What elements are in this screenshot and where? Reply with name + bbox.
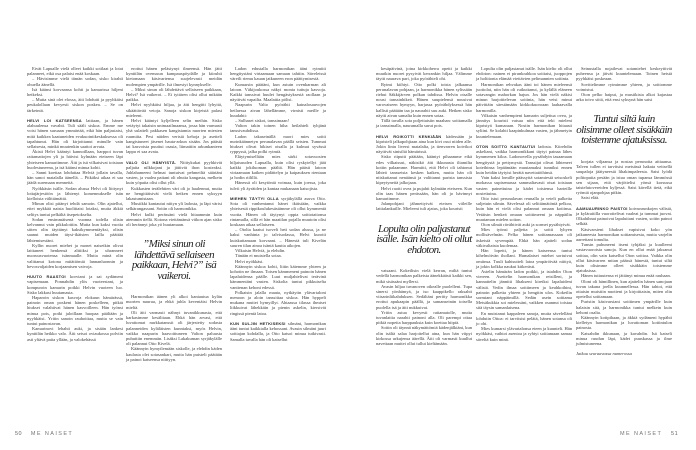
text-column-3 xyxy=(230,66,326,342)
text-column-5 xyxy=(476,66,572,342)
continued-note: Jatkuu seuraavassa numerossa xyxy=(576,351,632,357)
paragraph xyxy=(27,87,123,97)
paragraph xyxy=(27,201,123,217)
paragraph xyxy=(576,331,672,347)
paragraph xyxy=(576,315,672,331)
paragraph xyxy=(576,279,672,300)
paragraph-text: Ladon edustalla harmonikan ääni rytmitti hengitystäni virtaamaan samaan tahtiin. Säveleissä väreili riemu kauan jatkuneen eron päättymisestä. xyxy=(230,66,326,82)
paragraph xyxy=(476,175,572,196)
paragraph xyxy=(576,82,672,92)
paragraph-text: – Sulhaset siskot, tanssimaan! xyxy=(235,118,289,124)
paragraph xyxy=(27,118,123,149)
paragraph xyxy=(27,186,123,202)
paragraph xyxy=(376,82,472,118)
paragraph-text: Helvi nyökkäsi. xyxy=(235,258,264,264)
paragraph-text: Äkisti Helvi kääntyi kannoillaan, harppoi tuvan raitamattojen yli ja häivisi kylmään eteiseen läpi yhteiseen kamariimme. Äiti ja isä vilkaisivat toisiaan huolestuneena, ja isä käänsi minua kohti. xyxy=(27,149,123,170)
pull-quote: Lopulta olin paljastanut isälle. Isän kielto oli ollut ehdoton. xyxy=(376,222,472,256)
pull-quote: ”Miksi sinun oli lähdettävä sellaiseen paikkaan, Helvi?” isä vaikeroi. xyxy=(131,238,217,282)
paragraph xyxy=(126,87,222,103)
paragraph-text: Hän lopetti, ja hänen katseensa tuntui kihelmöivän ihollani. Humalaiset miehet sortuivat omiinsa. Tuuli kahisutteli latoa ympäröivää niittyä, ja jokin kolkka naukui kitkerästi. xyxy=(476,248,572,269)
paragraph-text: Haparoin siskon kasvoja elokuun hämärässä, painoin oman poskeni hänen poskelleen, pitkät hiukset valahtivat hänen kasvoilleen. Hän työnsi minua pois, potki jaloillaan huopaa päältään ja nyyhkäisi. Yritin sanoin rauhoittaa, mutta se vain tuntui painostavan. xyxy=(27,294,123,326)
pull-quote: Tuntui siltä kuin olisimme olleet sisäkkäin toistemme ajatuksissa. xyxy=(576,113,672,147)
paragraph-text: Isä käänsi korvaansa kohti ja kamarissa hiljeni hetkeksi. xyxy=(27,86,123,98)
paragraph xyxy=(230,154,326,180)
paragraph-text: Mies kumarsi ylävartalonsa eteen ja kuunteli. Hän nyökkäsi, vaihtoi asentoa ja ryhtyi soittamaan samaa säveltä kuin minä. xyxy=(476,326,572,342)
paragraph xyxy=(126,212,222,228)
paragraph-text: Vilkaisin Helviä, ja elehdin. xyxy=(235,248,286,254)
paragraph-text: – Miksi sinun oli lähdettävä sellaiseen paikkaan, Helvi? Isä vaikeroi. – Ei tyttären olisi ollut mikään paikka. xyxy=(126,86,222,103)
paragraph xyxy=(376,154,472,185)
paragraph-text: Mies työnsi paljetta ja soitti lyhyen mollisävelmän. Pelko hänen soittamassaan oli äskeistä syvempää. Ehkä hän ajatteli sodan väkivaltaista kuolemaa. xyxy=(476,227,572,248)
paragraph-text: Naapurin Valto pyörähti kainalosauvojen heilaessa aivan lähellämme, virnisti meille ja huudahti: xyxy=(230,102,326,118)
paragraph-text: korviani ja sai sydämeni vapisemaan. Ponnahdin ylös vuoteestani, ja kompuroin kamarin poikki Helvin vuoteen luo. Sisko lakkasi huutamasta. xyxy=(27,274,123,295)
paragraph-text: koivunrunkojen välistä, ja kyläraitilla vuorottelivat vaaleat ja tummat juovat. Olkahihnat painoivat lapaluitani vasten, soitin painoi selkää. xyxy=(576,205,672,227)
section-lead-in: HELVI LOI KATSEENSA xyxy=(27,118,82,124)
paragraph-text: lattiaan, ja hänen alahuulensa vavahti. Tuli sääli siskoa. Emme me voisi hänen suruaan ymmärtää, eikä hän paljastaisi, mitä kaikkea kaatuneiden evakuointikeskuksessa oli tapahtunut. Hän oli kirjoittanut minulle vain sellaisesta, minkä muutenkin saattoi arvata. xyxy=(27,118,123,150)
paragraph-text: Ladon takaseinällä nuori mies soitti nurinkäännetyn perunalavan päällä seisten. Tummat hiukset olivat hikiset otsalla ja kulmat syvässä ryppyssä, jalka polki rytmiä. xyxy=(230,133,326,155)
paragraph-text: Helvi kääntyi kyljelleen selin meihin. Sisko vetäytyi takaisin unimaailmaansa, jossa hän varmasti yhä sulatteli pakkasen kangistamia nuorten miesten ruumiita. Pesi näiden verisiä kehoja ja asetteli kangistuneet jäsenet hauta-arkun sisään. Jos päästä tai kasvoista puuttui osasia, liimattiin arkunkanteen lappu ei saa avata. xyxy=(126,118,222,155)
paragraph xyxy=(126,118,222,154)
paragraph xyxy=(230,227,326,248)
paragraph xyxy=(230,290,326,316)
paragraph xyxy=(126,102,222,118)
paragraph-text: Lopulta olin paljastanut isälle. Isän kielto oli ollut ehdoton: nainen ei pirunkrahkoa soittaisi, juoppojen ja holtitonta elämää viettävien pelimannien soitinta. xyxy=(476,66,572,82)
magazine-name-left: ME NAISET xyxy=(30,431,74,437)
paragraph-text: Soitin oli täynnä näkymättömiä kädenjälkiäni, kun olin isältä salaa harjoitellut aina, kun hän viipyi kirkossa urkujensa äärellä. Äiti oli varmasti kuullut navettaan muttei ollut tullut kieltämään. xyxy=(376,325,472,347)
paragraph xyxy=(476,227,572,248)
paragraph xyxy=(230,264,326,290)
paragraph-text: – Mutta sinä olet elossa, äiti lohdutti ja pyyhkäisi peukalollaan kevyesti siskon poskea. – Se on tärkeintä. xyxy=(27,97,123,113)
paragraph-text: Puristin käsivarsiani soittimen ympärille kuin halaisin sitä, ja harmonikka tuntui melkein kuin kehoni osalta. xyxy=(576,299,672,315)
paragraph-text: vatsaani. Kokeilisin vielä kerran, miltä tuntui vedellä harmonikan palkeista äänekkäästi kaikki sen, mikä sisässäni myllersi. xyxy=(376,268,472,284)
paragraph-text: Yritin astua kevyesti raitamatolle, mutta tuvanlattia narahti painoni alla. Oli parempi ottaa pitkiä nopeita harppauksia kuin koettaa hiipiä. xyxy=(376,309,472,326)
paragraph-text: Sovittelimme rytmimme yhteen, ja soittomme voimistui. xyxy=(576,81,672,92)
paragraph-text: Oli äiti varmasti nähnyt tuvanikkunasta, että karkasimme kesälitaan. Ehkä hän arvasi, että luvattomat nurkkatanssit oli järjestetty sodasta palanneiden kyläläisten kunniaksi, myös Helvin, vaikka naapurin haavoittuneen Valton paluusta puhuttiin enemmän. Lisäksi Lakakuman syrjäkylälle oli palannut Otto Kivelä. xyxy=(126,309,222,347)
paragraph-text: Saisi elää. xyxy=(581,195,600,201)
paragraph-text: Jalanpohjani jähmettyivät eteisen viileille lattialankuille. Mieleeni tuli ajatus, joka kouristi xyxy=(376,201,472,212)
paragraph-text: Vilkaisin vanhempieni kamarin suljettua ovea, ja jännitys kouristi vatsaa niin että teki mieleni kipristyä kumaraan. Nostin harmonikan hitaasti syliini. Se kolahti kaapinkulmaa vasten, ja jähmetyin kuuntelemaan. xyxy=(476,112,572,139)
paragraph-text: Helvi nyyhkäisi hiljaa, ja äiti hengitti lyhyitä, sikäättävää vetoja. Sanoja siskon kirjeistä palasi mieleeni. xyxy=(126,102,222,118)
section-lead-in: MIEHEN TÄYTYI OLLA xyxy=(230,196,279,202)
paragraph xyxy=(576,195,672,200)
paragraph xyxy=(126,201,222,211)
paragraph-text: Kukkasten terälehtien väri oli jo haalennut, mutta ne hengittäisivät vielä hetken ennen syksyyn lakastumistaan. xyxy=(126,185,222,202)
paragraph xyxy=(576,92,672,102)
paragraph xyxy=(27,170,123,186)
paragraph-text: Seinustalla nojailevat sotamiehet keskeyttivät puheensa ja jäivät kuuntelemaan. Toinen heistä pyyhkäisi poskeaan. xyxy=(576,66,672,82)
paragraph-text: Astelin hämärän ladon poikki, ja istahdin Oton viereen. Asettelin harmonikan reisilleni, ja kannattelin jännitti lihakseni kireiksi lapaluideni välistä. Vedin ilmaa soittimeen ja keuhkoihini, painoin palketta yhteen ja hengitin ulos. Kokeilin sormiani näppäimillä. Sedän usein soittama Metsäkukkia soi mielessäni, vaikken osannut toistaa sitä täysin samanlaisena. xyxy=(476,268,572,311)
paragraph xyxy=(376,310,472,326)
folio-left xyxy=(15,431,73,438)
paragraph xyxy=(230,196,326,227)
paragraph-text: Käännyin siskoa kohti, liitin kätemme yhteen ja kohotin ne ilmaan. Toisen kämmeneni painoin hänen lapaluidensa päälle. Luut muljahtelivat terävinä kämmentäni vasten. Siskolta tuntui pikkuiselta vanttenan kehoni edessä. xyxy=(230,263,326,290)
paragraph-text: Katsahdin ikkunaan, ja kavahdin. Isä katseli minua ruudun läpi, kädet puuskassa ja ilme julmistuneena. xyxy=(576,330,672,347)
paragraph xyxy=(126,346,222,362)
paragraph-text: Käsivarsieni lihakset vapisivat koko yön jatkuneesta harmonikan soittamisesta, mutta varjelin aarrettani tomulta. xyxy=(576,226,672,242)
paragraph xyxy=(27,243,123,269)
paragraph xyxy=(376,66,472,82)
paragraph xyxy=(576,206,672,227)
paragraph xyxy=(126,294,222,310)
paragraph-text: syrjäkylällä asuva Otto. Sota oli vanhentanut hänet ikäisiään, vaikka yhteisestä rippikoulukesästämme oli ollut kymmentä vuotta. Hänen oli täytynyt oppia soittotaitonsa rintamalla, sillä ei hän maatilan pojalla muutoin olisi koskaan aikaa sellaiseen. xyxy=(230,196,326,228)
paragraph-text: Eläytymisellään mies särki sotavuosien hiljaisuuden Lapualla, kuin olisi ryskytellyt jäät kaikki jokiluoman päältä. Hän päästi latoon virtaamaan kaiken pidättelyn ja kaipauksen rientaan ja hodin riilillä. xyxy=(230,154,326,181)
paragraph-text: Käännyin hymyilemään siskolle, ja elehdin käden kaulasta olet sotasankari, mutta hän puisteli päätään ja painoi katseensa niittyyn. xyxy=(126,346,222,362)
paragraph-text: ladosta. Kiirehdin askeliani, vaikka harmonikkani täytyi painaa lähes kymmenen kiloa. Ladonovella pysähdyin tasaamaan hengitystä ja pettymystä. Tanssijat olivat lähteneet koteihinsa lepäämään muutamaksi tunniksi ennen kuin heidän täytyisi herätä navettatöihinsä. xyxy=(476,144,572,176)
paragraph-text: Avasin hiljaa tuvanoven oikealle puolelleni. Tupa sinersi yönhämyä, ja iso kaappikello raksahti viisarinliikahduksen. Sedältäni peritty harmonikka erottui apukaapin päällä, ja samanseinän toisella puolella isä ja äiti nukkuivat. xyxy=(376,283,472,310)
paragraph xyxy=(476,66,572,82)
paragraph-text: Oloni oli hämillinen, kun ajattelin hänen sanojaan tuvan takana joella kuunnellessa. Hän tahtoi, että ottaisin muistiin nuotteni ja kirjoittaisin, miten olin opetellut soittamaan. xyxy=(576,278,672,300)
paragraph-text: Musiikki kantautui niityn yli ladosta, ja läpi värisi selkärangassani. Soitin oli harmonikka. xyxy=(126,201,222,212)
paragraph-text: Kamarinovi lehahti auki, ja sisään lankesi kynttilän heikko valo. Äiti seisoi oviaukossa polviin asti yltävä paita yllään, ja valokehässä xyxy=(27,326,123,342)
section-lead-in: HELVI ROIKOTTI KENKIÄÄN xyxy=(376,133,442,139)
paragraph xyxy=(476,144,572,175)
paragraph xyxy=(476,269,572,311)
paragraph xyxy=(376,118,472,128)
paragraph-text: En muistanut kappaleen sanoja, mutta sävelelläni lohdutin Ottoa: ei tarvitsisi pelätä, hänen sotansa oli jo ohi. xyxy=(476,310,572,326)
paragraph xyxy=(27,295,123,326)
paragraph xyxy=(126,310,222,346)
paragraph-text: Harmonikan rehvakas ääni toi hänen mieleensä juottolat, niin hän oli ruikuttanut, ja kylällä eläneen sotavangin mahorkan hajun. Jos hän vielä näkisi minun harjoittelevan soitinta, hän veisi minut päivittäin säestämään kirkkokuoroaan laahaavalla harmonilla. xyxy=(476,81,572,113)
paragraph xyxy=(126,66,222,87)
paragraph-text: Eivät Lapualle vielä olleet kaikki sotilaat ja lotat palanneet, eikä osa palaisi enää koskaan. xyxy=(27,66,123,77)
paragraph xyxy=(27,97,123,113)
paragraph-text: Otto istui perunalavan reunalla ja veteli palkeita suljetuin silmin. Sävelessä oli selittämätöntä pelkoa, kuin hän ei vielä olisi palannut omaan kotiinsa. Vetäisin henkeä omaan soittimeeni ja näppäilin muutaman mielen soiton. xyxy=(476,196,572,222)
paragraph-text: Kumarsin päätäni, kun astuin ovenkarman ali latoon. Väkijoukossa näkyi monia tuttuja kasvoja. Kaikki tanssivat huulet hengästyksestä raollaan ja näyttivät vapailta. Maalattia pölisi. xyxy=(230,81,326,103)
paragraph-text: Tunsin puhuneeni itseni tyhjäksi ja kuulleeni vastavuoroisia sanoja. Kun en ollut enää jaksanut soittaa, olin vain katsellut Oton soittoa. Vaikka olin ollut käsivarren mitan päässä hänestä, tuntui siltä kuin olisimme olleet sisäkkäin toistemme ajatuksissa. xyxy=(576,242,672,274)
paragraph xyxy=(376,134,472,155)
paragraph-text: erottui hänen pelästynyt ilmeensä. Hän jätti kynttilän ovensuun kampauspöydälle ja kiiruhti kietomaan käsivartensa suojelevasti meidän molempien ympärille. Isä ilmestyi kynnykselle. xyxy=(126,66,222,87)
text-column-6 xyxy=(576,66,672,356)
paragraph-text: Rytmi kiihtyi. Otto polki toista jalkaansa perunalavan pohjaan, ja harmonikka hänen sylissään riehui Säkkijärven polkan tahdissa. Helvin otsalle nousi tanssinhikeä. Hänen suupielensä nousivat varovaiseen hymyyn, harjassa pyörähdyksessä hän kallisti päätään taa ja naurahti suu auki. Hetken sisko näytti aivan samalta kuin ennen sotaa. xyxy=(376,81,472,118)
paragraph-text: korjata viljaansa ja nostaa perunoita aittaansa. Talven tullen ei tarvitsisi metsässä hakata veitsellä suupaloja jäätyneestä lihakimpaleesta. Saisi lyödä polttopuita pesään ja istua oman tupansa lämmössä sen sijaan, että värjöttelisi yönsä korsussa taistelutovereiden kyljessä. Saisi kävellä tietä, eikä ryömiä ojanpohjaa pitkin. xyxy=(576,158,672,196)
paragraph-text: Hänen tuttuutensa ei jättänyt minua enää rauhaan. xyxy=(581,273,671,279)
paragraph-text: Kyllin nuoret miehet ja monet naisetkin olivat laittaneet henkensä alttiiksi ja uhranneet nuoruusvuotensa isänmaalle. Mutta minä olin valittanut kotona mitättömiä lannanluonnin ja hevosvaljaiden korjaamisen vaivoja. xyxy=(27,242,123,269)
paragraph-text: Tällä tavalla sota poljettaisiin maahan: soittamalla ja tanssimalla, nauramalla surut pois. xyxy=(376,118,472,129)
paragraph-text: Niittykukat pyyhkivät paljaita nilkkojani ja jättivät ihon kosteaksi. Juhlahameeni helmat tuntuivat pehmeiltä sääriäni vasten, ja vaalea paitani oli ohutta kangasta, melkein kuin yöpaita olisi ollut yllä. xyxy=(126,159,222,186)
paragraph xyxy=(27,274,123,295)
paragraph-text: Helvi raotti ovea ja pujahti kylmään eteiseen. Kun olin taas hänen perässään, hän oli jo hävinnyt kamariimme. xyxy=(376,185,472,202)
paragraph xyxy=(126,160,222,186)
paragraph xyxy=(476,311,572,327)
paragraph-text: Hänessä oli kesytöntä voimaa, kuin joessa, joka tulvii yli äyräiden ja kantaa mukanaan katsojista. xyxy=(230,180,326,191)
paragraph-text: Valton takin toinen hiha heilahteli tyhjänä tanssivauhdissa. xyxy=(230,123,326,134)
paragraph-text: Minun olisi pitänyt tehdä samoin. Olin ajatellut, ettei mykkää naista huolittaisi lotaksi, mutta äkkiä selitys tuntui pelkältä itsepetokselta. xyxy=(27,201,123,217)
paragraph-text: Sodan ensimmäisenä vuonna todella olisin kelvannut vain pikkulottiin. Mutta kun kaksi vuotta sitten olin täyttänyt kaksikymmentäyksi, olisin saanut muiden täysi-ikäisten lailla päättää lähtemisestäni. xyxy=(27,216,123,243)
paragraph-text: Harmonikan äänen yli alkoi kantautua kylän nuorten naurua, ja ehkä juhla keventäisi Helvin mieltä. xyxy=(126,294,222,310)
folio-right xyxy=(620,431,678,438)
paragraph xyxy=(230,134,326,155)
paragraph-text: kädessään ja kipristeli jalkapohjiaan aina kun kivi osui niiden alle. Jokin lintu liversi matalalta, ja tienvarren koivikot näyttivät sinisiltä hämärissä. xyxy=(376,133,472,155)
paragraph xyxy=(576,159,672,195)
paragraph xyxy=(576,66,672,82)
paragraph xyxy=(230,66,326,82)
paragraph-text: silmäni, harmonikan ääni tuntui kaikkialla kehossani. Avasin silmäni juuri soittajan kohdalla, ja Otto katsoi minua tutkivasti. Samalla tavalla hän oli katsellut xyxy=(230,320,326,342)
page-number-left: 50 xyxy=(15,431,23,437)
text-column-4 xyxy=(376,66,472,346)
paragraph xyxy=(376,325,472,346)
page-number-right: 51 xyxy=(671,431,679,437)
paragraph xyxy=(27,326,123,342)
paragraph xyxy=(476,196,572,222)
paragraph-text: kesäpäivinä, joina kirkkoherra opetti ja kaikki muutkin nuoret pysyivät kerrankin hiljaa. Välimme täytti naurava pari, joka pyörähteli ohi. xyxy=(376,66,472,82)
magazine-name-right: ME NAISET xyxy=(620,431,663,437)
paragraph-text: Polkaisin jalalla maata, nytkäytin ylävartaloni menoon ja aloin tanssittaa siskoa. Hän hyppeli mukana muttei hymyillyt. Ahtaassa tilassa ihmiset liikkuivat lähekkäin ja pienin askelin, kiersivät ringissä pientä latoa. xyxy=(230,289,326,316)
section-lead-in: HUUTO RAASTOI xyxy=(27,274,66,280)
paragraph xyxy=(376,201,472,211)
paragraph-text: Käännyin kotipihaan, ja äkkiä sydämeni hypähti kielletyn harmonikan ja luvattoman kotiintulon painosta. xyxy=(576,315,672,331)
paragraph xyxy=(576,299,672,315)
section-lead-in: VALO OLI HÄMYISTÄ. xyxy=(126,159,177,165)
paragraph-text: Oton silmät rävähtivät auki ja sormet pysähtyivät. xyxy=(481,222,571,228)
paragraph xyxy=(230,123,326,133)
paragraph xyxy=(376,186,472,202)
paragraph-text: Oton pelko haipui, ja musiikista alkoi kajastaa arka toivo siitä, että ensi syksynä hän saisi xyxy=(576,92,672,103)
paragraph-text: – Sanni koettaa lohduttaa Helviä jollain tavalla, hän sanoi matalalla äänellä. – Pitkäksi aikaa ei saa jäädä suremaan menneitä. xyxy=(27,170,123,186)
paragraph xyxy=(476,113,572,139)
text-column-2 xyxy=(126,66,222,362)
paragraph xyxy=(376,268,472,284)
paragraph-text: Nyökkäsin isälle. Sodan alussa Helvi oli liittynyt lottajärjestöön ja lähtenyt komennukselle isän kielloista välittämättä. xyxy=(27,185,123,202)
paragraph xyxy=(27,217,123,243)
paragraph xyxy=(230,180,326,190)
paragraph xyxy=(230,102,326,118)
paragraph-text: Tänään ei muistella sotaa. xyxy=(235,253,282,259)
paragraph xyxy=(476,326,572,342)
paragraph xyxy=(230,82,326,103)
section-lead-in: OTON SOITTO KANTAUTUI xyxy=(476,144,536,150)
text-column-1 xyxy=(27,66,123,342)
paragraph xyxy=(27,149,123,170)
paragraph xyxy=(376,284,472,310)
paragraph xyxy=(126,186,222,202)
paragraph-text: – Hävisimme vielä tämän sodan, sisko kirahti ohuella äänellä. xyxy=(27,76,123,87)
paragraph xyxy=(27,66,123,76)
paragraph xyxy=(230,321,326,342)
paragraph xyxy=(576,242,672,273)
paragraph xyxy=(576,227,672,243)
paragraph xyxy=(476,82,572,113)
paragraph-text: Helvi kulki perässäni vielä hitaammin kuin aiemmin tiellä. Kotona viettämänsä viikon ajan sisko oli herännyt joka yö huutamaan. xyxy=(126,211,222,228)
paragraph xyxy=(27,76,123,86)
section-lead-in: AAMUAURINKO PAISTOI xyxy=(576,205,628,211)
paragraph-text: Vain kaksi lomille päässyttä sotamiestä seisoskeli nurkassa supisemassa sammaltavasti otsat toisiaan vasten painettuina ja kädet toistensa harteille nostettuina. xyxy=(476,175,572,196)
section-lead-in: KUN SULJIN HETKISEKSI xyxy=(230,320,286,326)
paragraph xyxy=(476,248,572,269)
paragraph-text: – Otolta kaatui isoveli heti sodan alussa, ja ne kaksi vanhinta jo talvisodassa, Helvi kurotti kuiskuttamaan korvaani. – Hänestä tuli Kivelän suuren tilan ainoa isäntä kautta aikojen. xyxy=(230,227,326,248)
paragraph-text: Sisko riiputti päätään, kääntyi pihaamme eikä edes vilkaissut, näkisikö äiti ikkunasta iltamilta kotiin palaamme. Harmitti, että Helvi oli tahtonut lähteä tansseista kesken kaiken, mutta hän oli niiskuttanut nenäänsä ja valittanut parista tanssista kipeytyneitä jalkojaan. xyxy=(376,154,472,186)
